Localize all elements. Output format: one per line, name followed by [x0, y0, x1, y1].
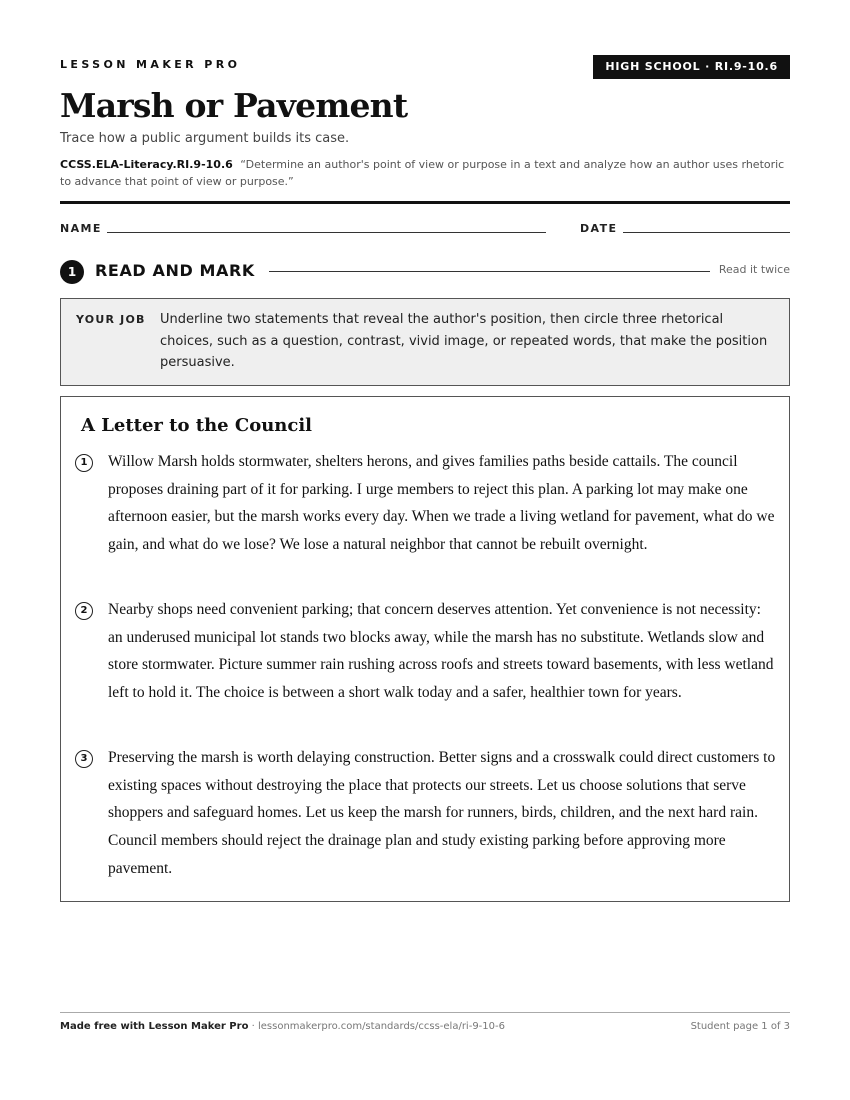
paragraph-text: Nearby shops need convenient parking; that concern deserves attention. Yet convenience is not necessity: an underused municipal lot stands two blocks away, while the marsh has no substitute. Wetlands slow and store stormwater. Picture summer rain rushing across roofs and streets toward basements, with less wetland left to hold it. The choice is between a short walk today and a safer, healthier town for years. — [108, 601, 774, 702]
instructions-text: Underline two statements that reveal the author's position, then circle three rhetorical choices, such as a question, contrast, vivid image, or repeated words, that make the position persuasive. — [160, 312, 768, 370]
section-title: READ AND MARK — [95, 261, 255, 280]
instructions-box — [60, 298, 790, 386]
section-number-badge: 1 — [60, 260, 84, 284]
standard-code: CCSS.ELA-Literacy.RI.9-10.6 — [60, 158, 233, 171]
footer-made-with: Made free with Lesson Maker Pro — [60, 1021, 249, 1032]
passage-title: A Letter to the Council — [81, 415, 313, 436]
level-badge: HIGH SCHOOL · RI.9-10.6 — [593, 55, 790, 79]
standard-text: “Determine an author's point of view or purpose in a text and analyze how an author uses rhetoric to advance that point of view or purpose.” — [60, 158, 785, 188]
brand-name: LESSON MAKER PRO — [60, 58, 241, 71]
standard-description — [60, 156, 790, 190]
paragraph-number: 2 — [75, 602, 93, 620]
instructions-label: YOUR JOB — [76, 313, 146, 326]
section-note: Read it twice — [718, 263, 790, 276]
paragraph-number: 3 — [75, 750, 93, 768]
reading-passage — [60, 396, 790, 902]
paragraph-text: Willow Marsh holds stormwater, shelters herons, and gives families paths beside cattails. The council proposes draining part of it for parking. I urge members to reject this plan. A parking lot may make one afternoon easier, but the marsh works every day. When we trade a living wetland for pavement, what do we gain, and what do we lose? We lose a natural neighbor that cannot be rebuilt overnight. — [108, 453, 775, 554]
section-divider — [269, 271, 710, 272]
name-field[interactable] — [107, 232, 546, 233]
page-subtitle: Trace how a public argument builds its case. — [60, 131, 350, 146]
paragraph-text: Preserving the marsh is worth delaying construction. Better signs and a crosswalk could direct customers to existing spaces without destroying the place that protects our streets. Let us choose solutions that serve shoppers and safeguard homes. Let us keep the marsh for runners, birds, children, and the next hard rain. Council members should reject the drainage plan and study existing parking before approving more pavement. — [108, 749, 776, 877]
header-divider — [60, 201, 790, 204]
name-label: NAME — [60, 222, 102, 235]
date-field[interactable] — [623, 232, 790, 233]
footer-divider — [60, 1012, 790, 1013]
footer-url[interactable]: · lessonmakerpro.com/standards/ccss-ela/ri-9-10-6 — [248, 1021, 505, 1032]
paragraph-number: 1 — [75, 454, 93, 472]
footer-credit — [60, 1021, 505, 1032]
page-title: Marsh or Pavement — [60, 86, 408, 125]
section-header — [60, 260, 790, 282]
worksheet-page — [60, 0, 790, 1100]
date-label: DATE — [580, 222, 618, 235]
page-indicator: Student page 1 of 3 — [690, 1021, 790, 1032]
